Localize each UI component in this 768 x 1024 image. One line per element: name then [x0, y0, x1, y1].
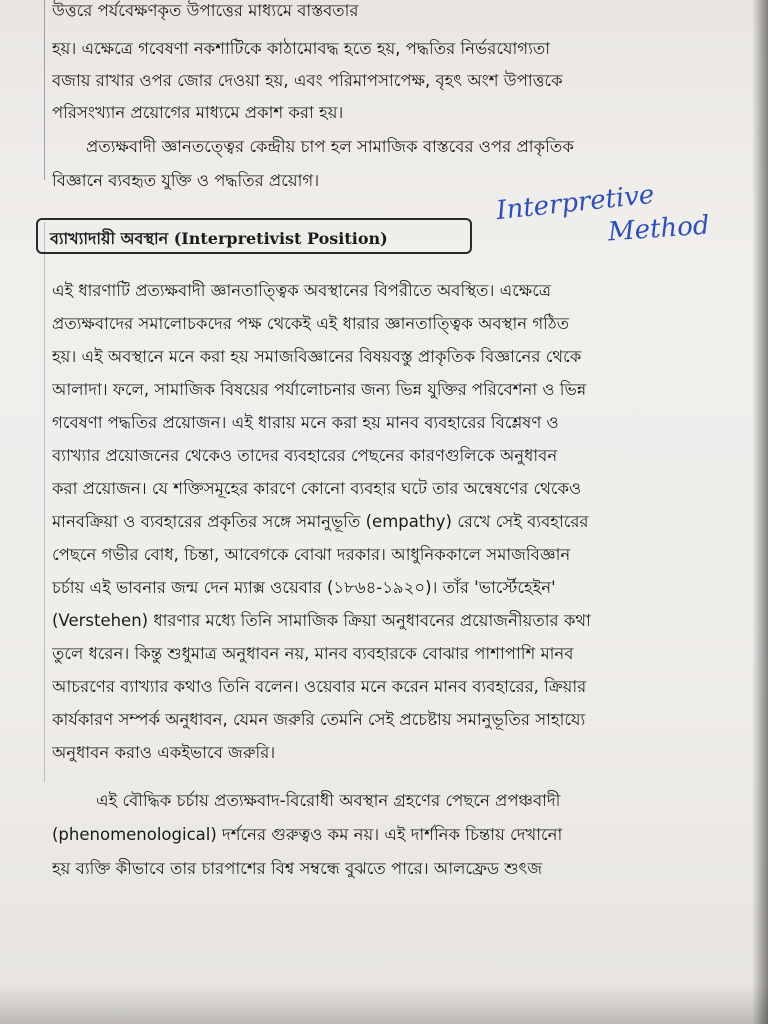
margin-line: [44, 0, 45, 180]
body-paragraph: [52, 278, 742, 778]
text-line: বজায় রাখার ওপর জোর দেওয়া হয়, এবং পরিমাপসাপেক্ষ, বৃহৎ অংশ উপাত্তকে: [52, 71, 563, 90]
top-paragraph: [52, 0, 742, 190]
margin-line-lower: [44, 222, 45, 782]
text-line: পরিসংখ্যান প্রয়োগের মাধ্যমে প্রকাশ করা হয়।: [52, 103, 344, 122]
text-line: চর্চায় এই ভাবনার জন্ম দেন ম্যাক্স ওয়েবার (১৮৬৪-১৯২০)। তাঁর 'ভার্স্টেহেইন': [52, 578, 556, 597]
text-line: প্রত্যক্ষবাদী জ্ঞানতত্ত্বের কেন্দ্রীয় চাপ হল সামাজিক বাস্তবের ওপর প্রাকৃতিক: [86, 137, 574, 156]
text-line: ব্যাখ্যার প্রয়োজনের থেকেও তাদের ব্যবহারের পেছনের কারণগুলিকে অনুধাবন: [52, 446, 558, 465]
text-line: আলাদা। ফলে, সামাজিক বিষয়ের পর্যালোচনার জন্য ভিন্ন যুক্তির পরিবেশনা ও ভিন্ন: [52, 380, 587, 399]
handwritten-note-line1: Interpretive: [494, 179, 656, 227]
bottom-shadow: [0, 984, 768, 1024]
text-line: তুলে ধরেন। কিন্তু শুধুমাত্র অনুধাবন নয়, মানব ব্যবহারকে বোঝার পাশাপাশি মানব: [52, 644, 574, 663]
section-heading: ব্যাখ্যাদায়ী অবস্থান (Interpretivist Position): [50, 229, 388, 248]
handwritten-note-line2: Method: [607, 210, 711, 248]
text-line: কার্যকারণ সম্পর্ক অনুধাবন, যেমন জরুরি তেমনি সেই প্রচেষ্টায় সমানুভূতির সাহায্যে: [52, 710, 586, 729]
last-paragraph: [52, 788, 742, 898]
text-line: (Verstehen) ধারণার মধ্যে তিনি সামাজিক ক্রিয়া অনুধাবনের প্রয়োজনীয়তার কথা: [52, 611, 591, 630]
text-line: হয়। এক্ষেত্রে গবেষণা নকশাটিকে কাঠামোবদ্ধ হতে হয়, পদ্ধতির নির্ভরযোগ্যতা: [52, 39, 551, 58]
text-line: প্রত্যক্ষবাদের সমালোচকদের পক্ষ থেকেই এই ধারার জ্ঞানতাত্ত্বিক অবস্থান গঠিত: [52, 314, 570, 333]
text-line: উত্তরে পর্যবেক্ষণকৃত উপাত্তের মাধ্যমে বাস্তবতার: [52, 1, 359, 20]
page-edge-shadow: [752, 0, 768, 1024]
text-line: এই ধারণাটি প্রত্যক্ষবাদী জ্ঞানতাত্ত্বিক অবস্থানের বিপরীতে অবস্থিত। এক্ষেত্রে: [52, 281, 551, 300]
text-line: মানবক্রিয়া ও ব্যবহারের প্রকৃতির সঙ্গে সমানুভূতি (empathy) রেখে সেই ব্যবহারের: [52, 512, 589, 531]
text-line: পেছনে গভীর বোধ, চিন্তা, আবেগকে বোঝা দরকার। আধুনিককালে সমাজবিজ্ঞান: [52, 545, 571, 564]
text-line: হয়। এই অবস্থানে মনে করা হয় সমাজবিজ্ঞানের বিষয়বস্তু প্রাকৃতিক বিজ্ঞানের থেকে: [52, 347, 582, 366]
text-line: হয় ব্যক্তি কীভাবে তার চারপাশের বিশ্ব সম্বন্ধে বুঝতে পারে। আলফ্রেড শুৎজ: [52, 859, 543, 878]
text-line: করা প্রয়োজন। যে শক্তিসমূহের কারণে কোনো ব্যবহার ঘটে তার অন্বেষণের থেকেও: [52, 479, 582, 498]
text-line: বিজ্ঞানে ব্যবহৃত যুক্তি ও পদ্ধতির প্রয়োগ।: [52, 171, 320, 190]
text-line: অনুধাবন করাও একইভাবে জরুরি।: [52, 743, 276, 762]
text-line: আচরণের ব্যাখ্যার কথাও তিনি বলেন। ওয়েবার মনে করেন মানব ব্যবহারের, ক্রিয়ার: [52, 677, 587, 696]
text-line: গবেষণা পদ্ধতির প্রয়োজন। এই ধারায় মনে করা হয় মানব ব্যবহারের বিশ্লেষণ ও: [52, 413, 559, 432]
text-line: (phenomenological) দর্শনের গুরুত্বও কম নয়। এই দার্শনিক চিন্তায় দেখানো: [52, 825, 563, 844]
text-line: এই বৌদ্ধিক চর্চায় প্রত্যক্ষবাদ-বিরোধী অবস্থান গ্রহণের পেছনে প্রপঞ্চবাদী: [96, 791, 561, 810]
